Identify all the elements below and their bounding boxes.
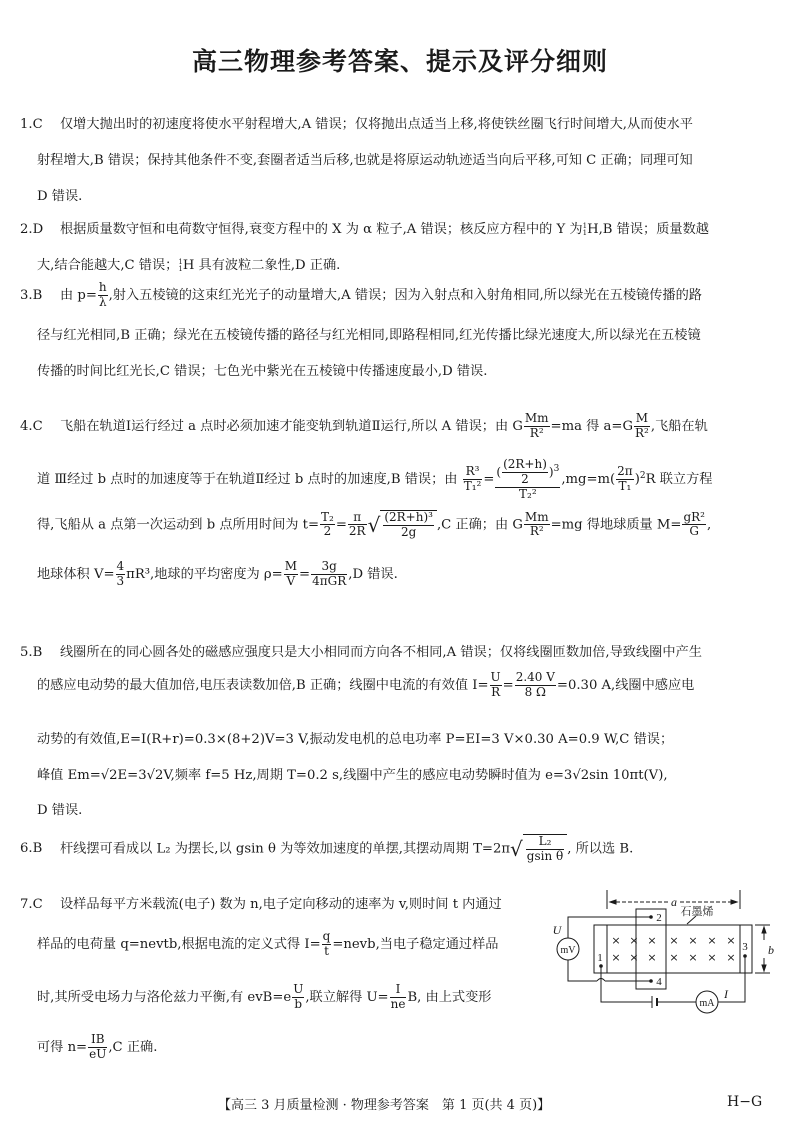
fraction — [292, 983, 304, 1012]
item-text: D 错误. — [37, 803, 83, 818]
document-code: H−G — [727, 1094, 763, 1110]
denominator: R² — [634, 425, 649, 440]
denominator: 2 — [521, 471, 529, 486]
denominator: λ — [98, 294, 107, 309]
item-number: 6.B — [20, 841, 43, 857]
item-text: 传播的时间比红光长,C 错误；七色光中紫光在五棱镜中传播速度最小,D 错误. — [37, 364, 488, 379]
item-text: =0.30 A,线圈中感应电 — [556, 677, 695, 693]
magnetic-field-marks — [611, 934, 735, 964]
item-number: 2.D — [20, 222, 44, 237]
denominator: b — [294, 996, 303, 1011]
item-text: ,联立解得 U= — [305, 989, 389, 1005]
field-mark: × — [647, 951, 657, 964]
fraction — [634, 412, 650, 441]
fraction — [524, 511, 550, 540]
item-text: R 联立方程 — [645, 472, 713, 488]
numerator: U — [293, 982, 304, 996]
denominator: 2 — [323, 524, 332, 539]
arrowhead — [762, 965, 766, 971]
numerator: (2R+h)³ — [384, 510, 433, 524]
field-mark: × — [726, 951, 736, 964]
denominator: V — [286, 573, 296, 588]
field-mark: × — [669, 951, 679, 964]
terminal-3: 3 — [742, 941, 748, 953]
numerator: 2.40 V — [515, 670, 555, 684]
item-text: 仅增大抛出时的初速度将使水平射程增大,A 错误；仅将抛出点适当上移,将使铁丝圈飞行时间增大,从而使水平 — [60, 117, 693, 132]
item-text: 线圈所在的同心圆各处的磁感应强度只是大小相同而方向各不相同,A 错误；仅将线圈匝数加倍,导致线圈中产生 — [60, 645, 702, 660]
label-U: U — [552, 923, 562, 937]
denominator: 2R — [348, 524, 366, 539]
numerator: q — [322, 929, 331, 943]
mass-number: 1 — [582, 221, 588, 230]
numerator: U — [490, 670, 501, 684]
item-text: ,C 正确；由 G — [436, 517, 523, 533]
radicand — [380, 510, 437, 540]
field-mark: × — [688, 951, 698, 964]
fraction — [463, 465, 483, 494]
label-mA: mA — [699, 998, 715, 1009]
charge-number: 1 — [178, 264, 183, 273]
arrowhead — [731, 900, 737, 904]
field-mark: × — [707, 951, 717, 964]
radicand — [523, 834, 567, 864]
wire — [601, 966, 652, 1002]
numerator: IB — [88, 1033, 107, 1048]
label-graphene: 石墨烯 — [680, 905, 714, 918]
item-text: =nevb,当电子稳定通过样品 — [332, 936, 499, 952]
terminal-dot — [743, 954, 747, 958]
page-footer: 【高三 3 月质量检测 · 物理参考答案 第 1 页(共 4 页)】 — [218, 1098, 551, 1113]
fraction — [116, 560, 126, 589]
item-text: 地球体积 V= — [37, 566, 115, 582]
denominator: 4πGR — [312, 573, 347, 588]
field-mark: × — [688, 934, 698, 947]
numerator: T₂ — [321, 509, 334, 524]
numerator: (2R+h) — [503, 457, 547, 471]
item-text: 大,结合能越大,C 错误； — [37, 258, 179, 273]
fraction — [515, 671, 556, 700]
numerator: Mm — [524, 411, 549, 425]
square-root — [368, 510, 437, 540]
denominator: 8 Ω — [524, 684, 547, 699]
item-text: 由 p= — [60, 287, 97, 303]
denominator: R² — [529, 425, 544, 440]
field-mark: × — [647, 934, 657, 947]
item-text: ,mg=m — [561, 472, 611, 488]
fraction — [348, 511, 367, 540]
numerator: R³ — [463, 465, 483, 480]
numerator: Mm — [524, 509, 549, 524]
item-number: 7.C — [20, 897, 43, 912]
denominator: gsin θ — [526, 848, 564, 863]
fraction — [98, 281, 108, 310]
denominator: R² — [529, 524, 544, 539]
terminal-dot — [649, 979, 653, 983]
item-text: ,D 错误. — [348, 566, 398, 582]
denominator: t — [324, 943, 329, 958]
fraction — [88, 1033, 107, 1062]
fraction — [495, 458, 560, 501]
numerator: M — [284, 559, 298, 573]
item-text: , — [706, 517, 712, 533]
item-text: 射程增大,B 错误；保持其他条件不变,套圈者适当后移,也就是将原运动轨迹适当向后平移,可知 C 正确；同理可知 — [37, 153, 693, 168]
denominator: T₁² — [463, 479, 482, 494]
terminal-2: 2 — [656, 912, 662, 924]
item-text: ,C 正确. — [108, 1039, 158, 1055]
label-I: I — [724, 987, 728, 1001]
fraction — [390, 983, 407, 1012]
arrowhead — [610, 900, 616, 904]
numerator: π — [348, 511, 367, 526]
fraction — [502, 458, 548, 487]
item-number: 1.C — [20, 117, 43, 132]
item-text: , 所以选 B. — [567, 841, 634, 857]
label-b: b — [768, 943, 774, 957]
square-root — [510, 834, 567, 864]
fraction — [322, 930, 332, 959]
label-mV: mV — [560, 945, 576, 956]
item-text: B, 由上式变形 — [407, 989, 492, 1005]
numerator: ( $\frac{(2R+h)}{2}$ )$^3$ — [496, 457, 560, 486]
item-text: 飞船在轨道Ⅰ运行经过 a 点时必须加速才能变轨到轨道Ⅱ运行,所以 A 错误；由 G — [60, 418, 523, 434]
graphene-sample — [594, 925, 752, 973]
item-text: 可得 n= — [37, 1039, 88, 1055]
item-text: =mg 得地球质量 M= — [550, 517, 682, 533]
fraction — [526, 835, 564, 864]
radical-sign: √ — [510, 836, 523, 861]
denominator: eU — [89, 1046, 107, 1061]
terminal-1: 1 — [597, 952, 603, 964]
denominator: G — [689, 524, 700, 539]
field-mark: × — [669, 934, 679, 947]
arrowhead — [762, 927, 766, 933]
numerator: L₂ — [526, 835, 564, 850]
radical-sign: √ — [367, 512, 381, 537]
item-text: 得,飞船从 a 点第一次运动到 b 点所用时间为 t= — [37, 517, 319, 533]
denominator: ne — [390, 996, 406, 1011]
charge-number: 1 — [582, 228, 588, 237]
item-text: 动势的有效值,E=I(R+r)=0.3×(8+2)V=3 V,振动发电机的总电功率 P=EI=3 V×0.30 A=0.9 W,C 错误； — [37, 732, 674, 747]
label-a: a — [671, 895, 677, 909]
item-text: 峰值 Em=√2E=3√2V,频率 f=5 Hz,周期 T=0.2 s,线圈中产生的感应电动势瞬时值为 e=3√2sin 10πt(V), — [37, 768, 668, 783]
fraction — [524, 412, 550, 441]
item-text: 道 Ⅲ经过 b 点时的加速度等于在轨道Ⅱ经过 b 点时的加速度,B 错误；由 — [37, 472, 458, 488]
hall-effect-circuit-diagram — [550, 884, 795, 1019]
item-text: D 错误. — [37, 189, 83, 204]
numerator: gR² — [683, 509, 705, 524]
wire — [568, 960, 597, 981]
denominator: R — [491, 684, 501, 699]
item-text: 杆线摆可看成以 L₂ 为摆长,以 gsin θ 为等效加速度的单摆,其摆动周期 T=2π — [60, 841, 511, 857]
field-mark: × — [629, 951, 639, 964]
fraction — [490, 671, 502, 700]
field-mark: × — [611, 951, 621, 964]
item-number: 5.B — [20, 645, 43, 660]
denominator: 3 — [116, 573, 125, 588]
item-text: H 具有波粒二象性,D 正确. — [182, 258, 341, 273]
item-number: 3.B — [20, 287, 43, 303]
item-text: 径与红光相同,B 正确；绿光在五棱镜传播的路径与红光相同,即路程相同,红光传播比绿光速度大,所以绿光在五棱镜 — [37, 328, 701, 343]
item-text: 时,其所受电场力与洛伦兹力平衡,有 evB=e — [37, 989, 292, 1005]
item-text: =ma 得 a=G — [550, 418, 633, 434]
fraction — [320, 511, 335, 540]
numerator: I — [390, 983, 407, 998]
field-mark: × — [629, 934, 639, 947]
item-text: ,飞船在轨 — [650, 418, 708, 434]
denominator: T₂² — [519, 486, 537, 501]
mass-number: 1 — [178, 257, 183, 266]
item-number: 4.C — [20, 418, 43, 434]
item-text: πR³,地球的平均密度为 ρ= — [126, 566, 283, 582]
numerator: 2π — [617, 464, 633, 479]
item-text: H,B 错误；质量数越 — [587, 222, 709, 237]
item-text: 样品的电荷量 q=nevtb,根据电流的定义式得 I= — [37, 936, 321, 952]
item-text: 设样品每平方米载流(电子) 数为 n,电子定向移动的速率为 v,则时间 t 内通过 — [60, 897, 502, 912]
numerator: 4 — [116, 559, 125, 573]
item-text: 的感应电动势的最大值加倍,电压表读数加倍,B 正确；线圈中电流的有效值 I= — [37, 677, 489, 693]
terminal-dot — [649, 915, 653, 919]
fraction — [616, 465, 634, 494]
field-mark: × — [611, 934, 621, 947]
fraction — [383, 511, 434, 540]
page-title: 高三物理参考答案、提示及评分细则 — [191, 47, 608, 76]
terminal-dot — [599, 964, 603, 968]
numerator: 3g — [311, 560, 347, 575]
field-mark: × — [707, 934, 717, 947]
denominator: 2g — [400, 524, 417, 539]
field-mark: × — [726, 934, 736, 947]
fraction — [682, 511, 706, 540]
fraction — [284, 560, 298, 589]
terminal-4: 4 — [656, 976, 662, 988]
item-text: 根据质量数守恒和电荷数守恒得,衰变方程中的 X 为 α 粒子,A 错误；核反应方程中的 Y 为 — [60, 222, 583, 237]
fraction — [311, 560, 347, 589]
item-text: ,射入五棱镜的这束红光光子的动量增大,A 错误；因为入射点和入射角相同,所以绿光在五棱镜传播的路 — [108, 287, 702, 303]
numerator: h — [98, 280, 107, 294]
numerator: M — [635, 411, 649, 425]
denominator: T₁ — [618, 479, 632, 494]
